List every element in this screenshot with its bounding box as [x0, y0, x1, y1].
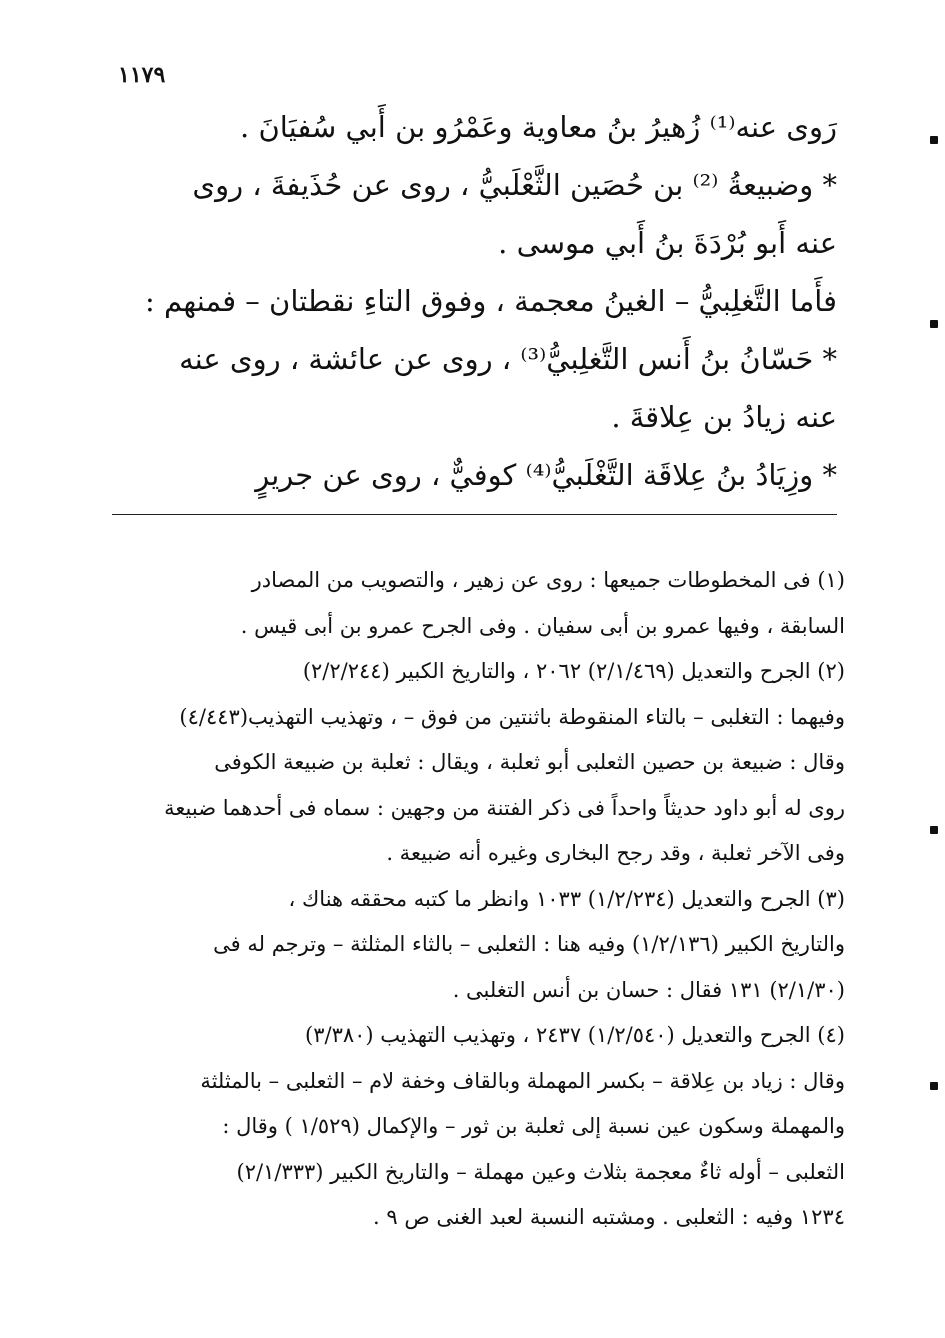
footnotes [118, 558, 845, 1241]
main-line: عنه أَبو بُرْدَةَ بنُ أَبي موسى . [498, 226, 837, 260]
main-line: * وضبيعةُ ⁽²⁾ بن حُصَين الثَّعْلَبيُّ ، روى عن حُذَيفةَ ، روى [192, 168, 837, 202]
footnote-line: (٤) الجرح والتعديل (١/٢/٥٤٠) ٢٤٣٧ ، وتهذيب التهذيب (٣/٣٨٠) [305, 1023, 845, 1047]
footnote-line: (٢/١/٣٠) ١٣١ فقال : حسان بن أنس التغلبى . [452, 977, 845, 1002]
footnote-line: ١٢٣٤ وفيه : الثعلبى . ومشتبه النسبة لعبد الغنى ص ٩ . [373, 1205, 845, 1229]
footnote-line: (٣) الجرح والتعديل (١/٢/٢٣٤) ١٠٣٣ وانظر ما كتبه محققه هناك ، [288, 886, 845, 911]
main-text [118, 98, 837, 515]
footnote-divider [112, 514, 837, 515]
footnote-line: السابقة ، وفيها عمرو بن أبى سفيان . وفى الجرح عمرو بن أبى قيس . [240, 613, 845, 638]
main-line: * حَسّانُ بنُ أَنس التَّغلِبيُّ⁽³⁾ ، روى عن عائشة ، روى عنه [179, 342, 837, 376]
footnote-line: وقال : ضبيعة بن حصين الثعلبى أبو ثعلبة ، ويقال : ثعلبة بن ضبيعة الكوفى [214, 750, 845, 774]
page-number: ١١٧٩ [118, 62, 166, 88]
footnote-line: والتاريخ الكبير (١/٢/١٣٦) وفيه هنا : الثعلبى – بالثاء المثلثة – وترجم له فى [213, 932, 845, 956]
main-line: فأَما التَّغلِبيُّ – الغينُ معجمة ، وفوق التاءِ نقطتان – فمنهم : [145, 284, 837, 318]
margin-mark [930, 826, 938, 834]
footnote-line: (١) فى المخطوطات جميعها : روى عن زهير ، والتصويب من المصادر [251, 568, 845, 592]
footnote-line: روى له أبو داود حديثاً واحداً فى ذكر الفتنة من وجهين : سماه فى أحدهما ضبيعة [164, 795, 845, 820]
margin-mark [930, 320, 938, 328]
main-line: عنه زيادُ بن عِلاقةَ . [611, 400, 837, 434]
footnote-line: وفى الآخر ثعلبة ، وقد رجح البخارى وغيره أنه ضبيعة . [386, 841, 845, 865]
footnote-line: والمهملة وسكون عين نسبة إلى ثعلبة بن ثور – والإكمال (١/٥٢٩ ) وقال : [222, 1114, 845, 1138]
footnote-line: الثعلبى – أوله ثاءٌ معجمة بثلاث وعين مهملة – والتاريخ الكبير (٢/١/٣٣٣) [236, 1159, 845, 1184]
footnote-line: (٢) الجرح والتعديل (٢/١/٤٦٩) ٢٠٦٢ ، والتاريخ الكبير (٢/٢/٢٤٤) [302, 659, 845, 683]
footnote-line: وقال : زياد بن عِلاقة – بكسر المهملة وبالقاف وخفة لام – الثعلبى – بالمثلثة [200, 1068, 845, 1093]
margin-mark [930, 1082, 938, 1090]
main-line: رَوى عنه⁽¹⁾ زُهيرُ بنُ معاوية وعَمْرُو بن أَبي سُفيَانَ . [240, 110, 837, 144]
footnote-line: وفيهما : التغلبى – بالتاء المنقوطة باثنتين من فوق – ، وتهذيب التهذيب(٤/٤٤٣) [179, 704, 845, 729]
margin-mark [930, 136, 938, 144]
main-line: * وزِيَادُ بنُ عِلاقَة التَّغْلَبيُّ⁽⁴⁾ كوفيٌّ ، روى عن جريرٍ [255, 458, 837, 492]
